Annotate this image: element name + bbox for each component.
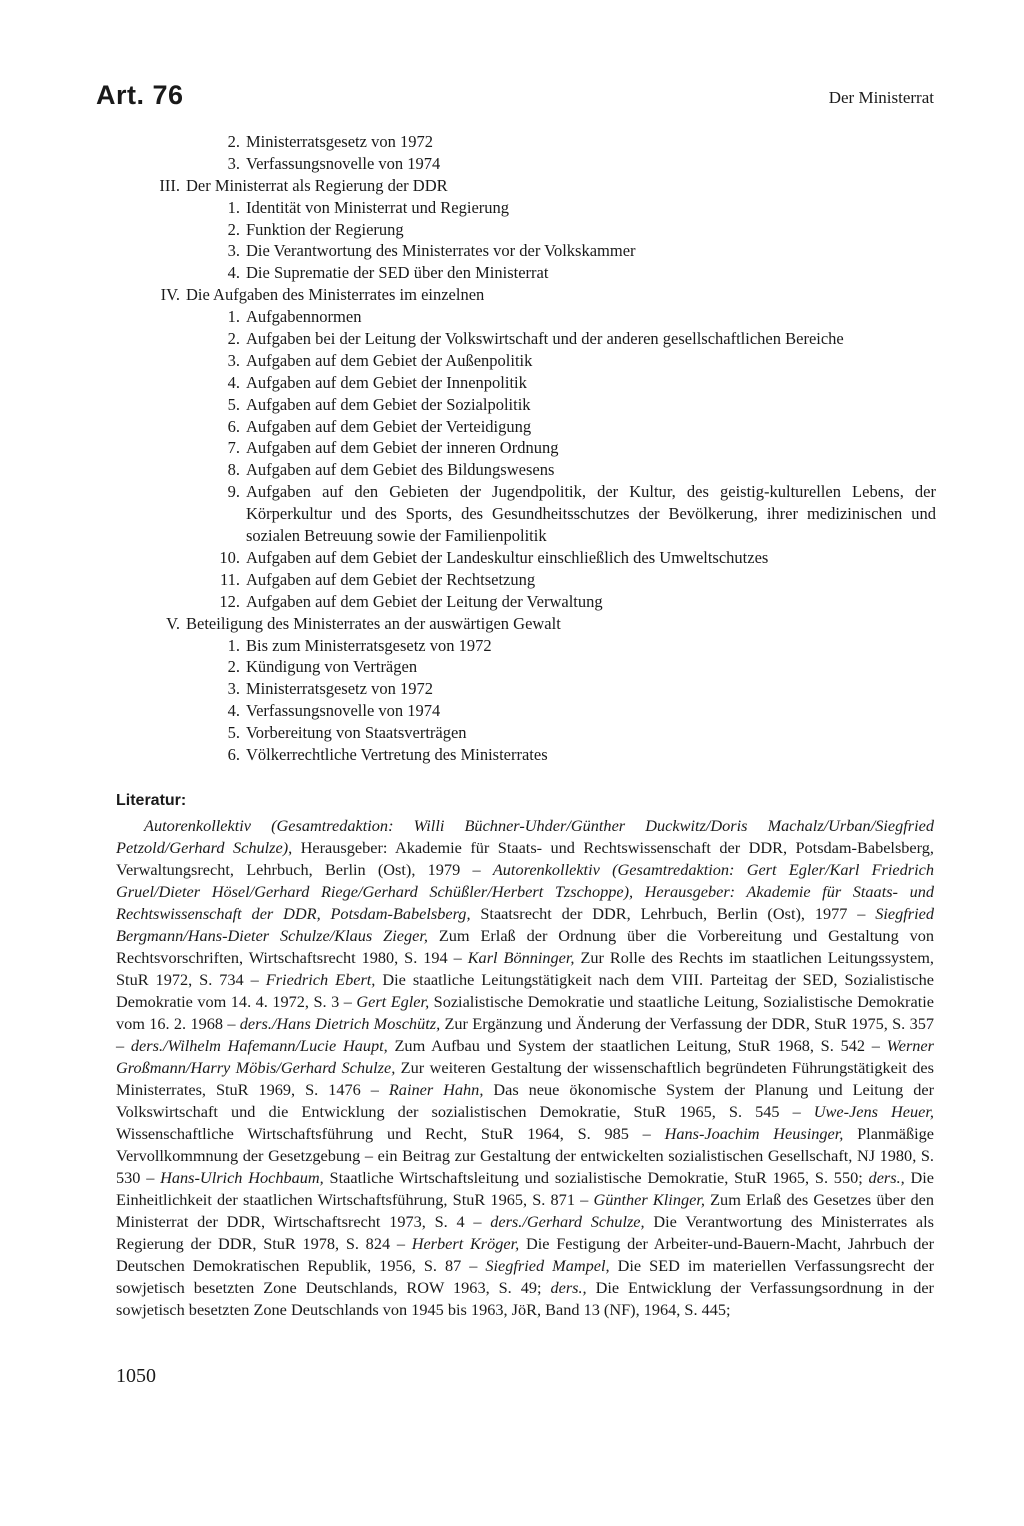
outline-item-number: 11. [219, 569, 240, 589]
outline-item-text: Aufgabennormen [246, 307, 362, 327]
outline-item-number: 12. [219, 591, 240, 611]
outline-item [150, 197, 940, 219]
literature-citation: Zur weiteren Gestaltung der wissenschaftlich begründeten Führungstätigkeit des Ministerrates, StuR 1969, S. 1476 – [116, 1058, 934, 1099]
literature-citation: Die Entwicklung der Verfassungsordnung in der sowjetisch besetzten Zone Deutschlands von 1945 bis 1963, JöR, Band 13 (NF), 1964, S. 445; [116, 1278, 934, 1319]
literature-citation: Zum Aufbau und System der staatlichen Leitung, StuR 1968, S. 542 – [387, 1036, 887, 1055]
outline-list [150, 131, 940, 766]
outline-item-text: Völkerrechtliche Vertretung des Ministerrates [246, 744, 548, 764]
outline-item [150, 306, 940, 328]
outline-item [150, 481, 940, 547]
literature-citation: Zur Ergänzung und Änderung der Verfassung der DDR, StuR 1975, S. 357 – [116, 1014, 934, 1055]
outline-item-number: 5. [227, 723, 240, 743]
outline-item-number: III. [159, 175, 180, 195]
literature-text [116, 815, 934, 1321]
literature-citation: Die Verantwortung des Ministerrates als Regierung der DDR, StuR 1978, S. 824 – [116, 1212, 935, 1253]
outline-item-text: Der Ministerrat als Regierung der DDR [186, 175, 448, 195]
outline-item-number: 6. [227, 744, 240, 764]
outline-item [150, 459, 940, 481]
outline-item-text: Aufgaben auf dem Gebiet der inneren Ordnung [246, 438, 559, 458]
outline-item-number: 1. [227, 307, 240, 327]
literature-citation: Staatsrecht der DDR, Lehrbuch, Berlin (Ost), 1977 – [470, 904, 876, 923]
literature-author: Gert Egler, [356, 992, 430, 1011]
literature-author: Autorenkollektiv (Gesamtredaktion: Willi Büchner-Uhder/Günther Duckwitz/Doris Machalz/Urban/Siegfried Petzold/Gerhard Schulze) [116, 816, 934, 857]
outline-item-number: 3. [227, 679, 240, 699]
outline-item-number: 5. [227, 394, 240, 414]
literature-author: Günther Klinger, [593, 1190, 705, 1209]
outline-item [150, 613, 940, 635]
literature-citation: Wissenschaftliche Wirtschaftsführung und Recht, StuR 1964, S. 985 – [116, 1124, 665, 1143]
literature-author: Uwe-Jens Heuer, [813, 1102, 934, 1121]
outline-item-text: Funktion der Regierung [246, 219, 404, 239]
outline-item [150, 656, 940, 678]
literature-citation: Zum Erlaß der Ordnung über die Vorbereitung und Gestaltung von Rechtsvorschriften, Wirtschaftsrecht 1980, S. 194 – [116, 926, 935, 967]
literature-author: ders./Wilhelm Hafemann/Lucie Haupt, [130, 1036, 388, 1055]
outline-item [150, 219, 940, 241]
outline-item-number: 3. [227, 241, 240, 261]
outline-item-number: 4. [227, 263, 240, 283]
outline-item-text: Identität von Ministerrat und Regierung [246, 197, 510, 217]
literature-author: Rainer Hahn, [388, 1080, 484, 1099]
outline-item [150, 372, 940, 394]
outline-item-number: IV. [160, 285, 180, 305]
page-number: 1050 [116, 1365, 156, 1387]
literature-citation: Die Einheitlichkeit der staatlichen Wirtschaftsführung, StuR 1965, S. 871 – [116, 1168, 935, 1209]
literature-author: ders./Gerhard Schulze, [490, 1212, 645, 1231]
literature-citation: Das neue ökonomische System der Planung und Leitung der Volkswirtschaft und die Entwicklung der sozialistischen Demokratie, StuR 1965, S. 545 – [116, 1080, 934, 1121]
literature-citation: Die Festigung der Arbeiter-und-Bauern-Macht, Jahrbuch der Deutschen Demokratischen Republik, 1956, S. 87 – [116, 1234, 935, 1275]
outline-item [150, 437, 940, 459]
literature-author: ders., [550, 1278, 587, 1297]
outline-item-number: 4. [227, 372, 240, 392]
running-title: Der Ministerrat [828, 88, 934, 107]
literature-citation: Die staatliche Leitungstätigkeit nach dem VIII. Parteitag der SED, Sozialistische Demokratie vom 14. 4. 1972, S. 3 – [116, 970, 934, 1011]
literature-author: ders./Hans Dietrich Moschütz, [239, 1014, 441, 1033]
outline-item-text: Aufgaben auf den Gebieten der Jugendpolitik, der Kultur, des geistig-kulturellen Lebens, der Körperkultur und des Sports, des Gesundheitsschutzes der Bevölkerung, ihrer medizinischen und sozialen Betreuung sowie der Familienpolitik [246, 482, 936, 546]
outline-item [150, 591, 940, 613]
outline-item [150, 284, 940, 306]
outline-item-number: 3. [227, 350, 240, 370]
outline-item [150, 262, 940, 284]
literature-author: Herbert Kröger, [411, 1234, 520, 1253]
outline-item [150, 416, 940, 438]
literature-citation: Die SED im materiellen Verfassungsrecht der sowjetisch besetzten Zone Deutschlands, ROW 1963, S. 49; [116, 1256, 934, 1297]
outline-item-text: Aufgaben auf dem Gebiet der Verteidigung [246, 416, 532, 436]
literature-author: Autorenkollektiv (Gesamtredaktion: Gert Egler/Karl Friedrich Gruel/Dieter Hösel/Gerhard Riege/Gerhard Schüßler/Herbert Tzschoppe), Herausgeber: Akademie für Staats- und Rechtswissenschaft der DDR, Potsdam-Babelsberg, [116, 860, 934, 923]
outline-item-text: Kündigung von Verträgen [246, 657, 418, 677]
outline-item [150, 635, 940, 657]
outline-item-text: Aufgaben auf dem Gebiet der Landeskultur einschließlich des Umweltschutzes [246, 547, 769, 567]
outline-item [150, 547, 940, 569]
outline-item-number: 2. [227, 329, 240, 349]
outline-item-number: 6. [227, 416, 240, 436]
outline-item-text: Aufgaben bei der Leitung der Volkswirtschaft und der anderen gesellschaftlichen Bereiche [246, 329, 844, 349]
outline-item [150, 678, 940, 700]
outline-item-number: 8. [227, 460, 240, 480]
outline-item-text: Die Suprematie der SED über den Ministerrat [246, 263, 549, 283]
outline-item-number: 9. [227, 482, 240, 502]
outline-item-text: Ministerratsgesetz von 1972 [246, 132, 433, 151]
outline-item-text: Verfassungsnovelle von 1974 [246, 153, 441, 173]
literature-citation: Planmäßige Vervollkommnung der Gesetzgebung – ein Beitrag zur Gestaltung der entwickelten sozialistischen Gesellschaft, NJ 1980, S. 530 – [116, 1124, 934, 1187]
outline-item [150, 240, 940, 262]
outline-item-text: Vorbereitung von Staatsverträgen [246, 723, 467, 743]
literature-citation: Zur Rolle des Rechts im staatlichen Leitungssystem, StuR 1972, S. 734 – [116, 948, 934, 989]
outline-item-text: Aufgaben auf dem Gebiet der Außenpolitik [246, 350, 533, 370]
literature-author: Siegfried Mampel, [485, 1256, 610, 1275]
outline-item-number: 1. [227, 635, 240, 655]
literature-author: Siegfried Bergmann/Hans-Dieter Schulze/Klaus Zieger, [116, 904, 934, 945]
outline-item-text: Aufgaben auf dem Gebiet der Innenpolitik [246, 372, 527, 392]
outline-item-text: Aufgaben auf dem Gebiet der Rechtsetzung [246, 569, 536, 589]
literature-author: Hans-Ulrich Hochbaum, [160, 1168, 324, 1187]
outline-item [150, 131, 940, 153]
literature-citation: Sozialistische Demokratie und staatliche Leitung, Sozialistische Demokratie vom 16. 2. 1968 – [116, 992, 934, 1033]
outline-item-text: Die Verantwortung des Ministerrates vor der Volkskammer [246, 241, 636, 261]
literature-author: Werner Großmann/Harry Möbis/Gerhard Schulze, [116, 1036, 934, 1077]
outline-item [150, 350, 940, 372]
outline-item-number: 10. [219, 547, 240, 567]
outline-item [150, 153, 940, 175]
outline-item-number: 7. [227, 438, 240, 458]
literature-author: Karl Bönninger, [467, 948, 575, 967]
literature-author: Hans-Joachim Heusinger, [664, 1124, 844, 1143]
outline-item [150, 569, 940, 591]
outline-item-number: 2. [227, 219, 240, 239]
outline-item-number: V. [166, 613, 180, 633]
literature-citation: , Herausgeber: Akademie für Staats- und Rechtswissenschaft der DDR, Potsdam-Babelsberg, Verwaltungsrecht, Lehrbuch, Berlin (Ost), 1979 – [116, 838, 934, 879]
literature-author: Friedrich Ebert, [265, 970, 376, 989]
outline-item [150, 722, 940, 744]
outline-item-number: 1. [227, 197, 240, 217]
outline-item-number: 3. [227, 153, 240, 173]
literature-citation: Staatliche Wirtschaftsleitung und sozialistische Demokratie, StuR 1965, S. 550; [323, 1168, 869, 1187]
literature-author: ders., [868, 1168, 905, 1187]
outline-item-number: 2. [227, 132, 240, 151]
literature-citation: Zum Erlaß des Gesetzes über den Ministerrat der DDR, Wirtschaftsrecht 1973, S. 4 – [116, 1190, 934, 1231]
outline-item [150, 744, 940, 766]
outline-item-text: Beteiligung des Ministerrates an der auswärtigen Gewalt [186, 613, 561, 633]
outline-item [150, 394, 940, 416]
outline-item-text: Ministerratsgesetz von 1972 [246, 679, 433, 699]
outline-item-number: 2. [227, 657, 240, 677]
outline-item-text: Bis zum Ministerratsgesetz von 1972 [246, 635, 492, 655]
outline-item [150, 328, 940, 350]
outline-item-text: Die Aufgaben des Ministerrates im einzelnen [186, 285, 485, 305]
outline-item [150, 175, 940, 197]
article-number: Art. 76 [96, 80, 184, 110]
literature-heading: Literatur: [116, 792, 187, 809]
outline-item-number: 4. [227, 701, 240, 721]
outline-item-text: Aufgaben auf dem Gebiet der Sozialpolitik [246, 394, 531, 414]
outline-item-text: Aufgaben auf dem Gebiet des Bildungswesens [246, 460, 555, 480]
outline-item-text: Verfassungsnovelle von 1974 [246, 701, 441, 721]
outline-item-text: Aufgaben auf dem Gebiet der Leitung der Verwaltung [246, 591, 603, 611]
outline-item [150, 700, 940, 722]
